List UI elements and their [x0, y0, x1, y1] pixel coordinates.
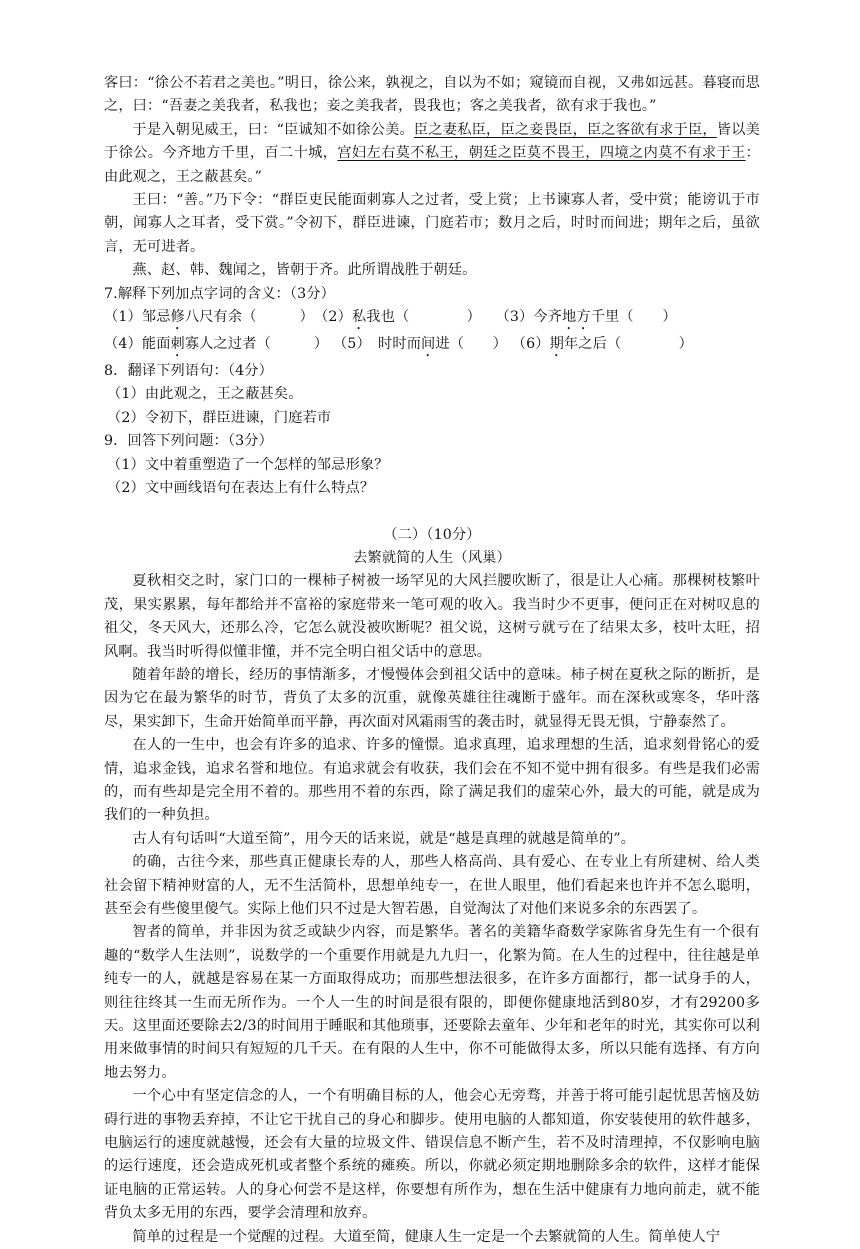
q7-3-prefix: （3）今齐 — [502, 309, 563, 326]
q7-4-suffix: 寡人之过者（ ） — [184, 336, 329, 353]
question-7-line-1 — [104, 306, 760, 333]
passage-b-paragraph-4: 古人有句话叫“大道至简”，用今天的话来说，就是“越是真理的就越是简单的”。 — [132, 830, 636, 847]
passage-a-p2-text-c: ：由此观之，王之蔽甚矣。” — [104, 145, 760, 185]
passage-b-paragraph-7: 一个心中有坚定信念的人，一个有明确目标的人，他会心无旁骛，并善于将可能引起忧思苦恼及妨碍行进的事物丢弃掉，不让它干扰自己的身心和脚步。使用电脑的人都知道，你安装使用的软件越多，电脑运行的速度就越慢，还会有大量的垃圾文件、错误信息不断产生，若不及时清理掉，不仅影响电脑的运行速度，还会造成死机或者整个系统的瘫痪。所以，你就必须定期地删除多余的软件，这样才能保证电脑的正常运转。人的身心何尝不是这样，你要想有所作为，想在生活中健康有力地向前走，就不能背负太多无用的东西，要学会清理和放弃。 — [104, 1088, 760, 1222]
q7-2-suffix: 我也（ ） — [366, 309, 474, 326]
q7-4-prefix: （4）能面 — [104, 336, 171, 353]
q7-3-dotted-word: 地方 — [562, 309, 591, 326]
q7-6-dotted-word: 期 — [549, 336, 564, 353]
passage-a-paragraph-4: 燕、赵、韩、魏闻之，皆朝于齐。此所谓战胜于朝廷。 — [132, 262, 477, 279]
exam-page — [104, 72, 760, 1249]
section-gap — [104, 501, 760, 524]
q7-1-suffix: 八尺有余（ ） — [184, 309, 307, 326]
question-9-item-1: （1）文中着重塑造了一个怎样的邹忌形象？ — [107, 456, 389, 473]
q7-3-suffix: 千里（ ） — [590, 309, 677, 326]
q7-1-prefix: （1）邹忌 — [104, 309, 171, 326]
question-8-item-2: （2）令初下，群臣进谏，门庭若市 — [107, 409, 332, 426]
passage-a-p2-text-a: 于是入朝见威王，曰：“臣诚知不如徐公美。 — [132, 121, 414, 138]
q7-6-prefix: （6） — [511, 336, 550, 353]
passage-b-paragraph-1: 夏秋相交之时，家门口的一棵柿子树被一场罕见的大风拦腰吹断了，很是让人心痛。那棵树枝繁叶茂，果实累累，每年都给并不富裕的家庭带来一笔可观的收入。我当时少不更事，便问正在对树叹息的祖父，冬天风大，还那么冷，它怎么就没被吹断呢？祖父说，这树亏就亏在了结果太多，枝叶太旺，招风啊。我当时听得似懂非懂，并不完全明白祖父话中的意思。 — [104, 573, 760, 660]
q7-1-dotted-word: 修 — [170, 309, 185, 326]
passage-a-paragraph-3: 王曰：“善。”乃下令：“群臣吏民能面刺寡人之过者，受上赏；上书谏寡人者，受中赏；能谤讥于市朝，闻寡人之耳者，受下赏。”令初下，群臣进谏，门庭若市；数月之后，时时而间进；期年之后，虽欲言，无可进者。 — [104, 192, 760, 255]
q7-4-dotted-word: 刺 — [170, 336, 185, 353]
q7-5-prefix: （5） 时时而 — [332, 336, 422, 353]
question-9-item-2: （2）文中画线语句在表达上有什么特点？ — [107, 480, 375, 497]
q7-5-dotted-word: 间 — [421, 336, 436, 353]
section-heading: （二）（10分） — [383, 526, 481, 543]
question-9: 9．回答下列问题：（3分） — [104, 433, 273, 450]
passage-a-paragraph-2 — [104, 119, 760, 189]
underlined-sentence-1: 臣之妻私臣，臣之妾畏臣，臣之客欲有求于臣， — [413, 121, 717, 138]
passage-b-paragraph-5: 的确，古往今来，那些真正健康长寿的人，那些人格高尚、具有爱心、在专业上有所建树、给人类社会留下精神财富的人，无不生活简朴，思想单纯专一，在世人眼里，他们看起来也许并不怎么聪明，甚至会有些傻里傻气。实际上他们只不过是大智若愚，自觉淘汰了对他们来说多余的东西罢了。 — [104, 854, 760, 917]
question-8-item-1: （1）由此观之，王之蔽甚矣。 — [107, 386, 303, 403]
passage-b-paragraph-2: 随着年龄的增长，经历的事情渐多，才慢慢体会到祖父话中的意味。柿子树在夏秋之际的断折，是因为它在最为繁华的时节，背负了太多的沉重，就像英雄往往魂断于盛年。而在深秋或寒冬，华叶落尽，果实卸下，生命开始简单而平静，再次面对风霜雨雪的袭击时，就显得无畏无惧，宁静泰然了。 — [104, 666, 760, 730]
underlined-sentence-2: 宫妇左右莫不私王，朝廷之臣莫不畏王，四境之内莫不有求于王 — [337, 145, 746, 162]
passage-b-paragraph-8: 简单的过程是一个觉醒的过程。大道至简，健康人生一定是一个去繁就简的人生。简单使人宁 — [132, 1228, 721, 1245]
passage-a-p2-text-b: 皆以美于徐公。今齐地方千里，百二十城， — [104, 121, 760, 162]
q7-2-prefix: （2） — [321, 309, 352, 326]
q7-5-suffix: 进（ ） — [435, 336, 508, 353]
passage-a-paragraph-1: 客曰：“徐公不若君之美也。”明日，徐公来，孰视之，自以为不如；窥镜而自视，又弗如远甚。暮寝而思之，曰：“吾妻之美我者，私我也；妾之美我者，畏我也；客之美我者，欲有求于我也。” — [104, 75, 760, 115]
passage-b-paragraph-6: 智者的简单，并非因为贫乏或缺少内容，而是繁华。著名的美籍华裔数学家陈省身先生有一个很有趣的“数学人生法则”，说数学的一个重要作用就是九九归一，化繁为简。在人生的过程中，往往越是单纯专一的人，就越是容易在某一方面取得成功；而那些想法很多，在许多方面都行，都一试身手的人，则往往终其一生而无所作为。一个人一生的时间是很有限的，即便你健康地活到80岁，才有29200多天。这里面还要除去2/3的时间用于睡眠和其他琐事，还要除去童年、少年和老年的时光，其实你可以利用来做事情的时间只有短短的几千天。在有限的人生中，你不可能做得太多，所以只能有选择、有方向地去努力。 — [104, 924, 760, 1081]
q7-2-dotted-word: 私 — [351, 309, 367, 326]
question-8: 8．翻译下列语句：（4分） — [104, 363, 273, 380]
article-title: 去繁就简的人生（风巢） — [353, 549, 511, 566]
question-7: 7.解释下列加点字词的含义：（3分） — [104, 285, 335, 302]
passage-b-paragraph-3: 在人的一生中，也会有许多的追求、许多的憧憬。追求真理，追求理想的生活，追求刻骨铭心的爱情，追求金钱，追求名誉和地位。有追求就会有收获，我们会在不知不觉中拥有很多。有些是我们必需的，而有些却是完全用不着的。那些用不着的东西，除了满足我们的虚荣心外，最大的可能，就是成为我们的一种负担。 — [104, 737, 760, 824]
question-7-line-2 — [104, 333, 760, 360]
q7-6-suffix: 年之后（ ） — [563, 336, 694, 353]
